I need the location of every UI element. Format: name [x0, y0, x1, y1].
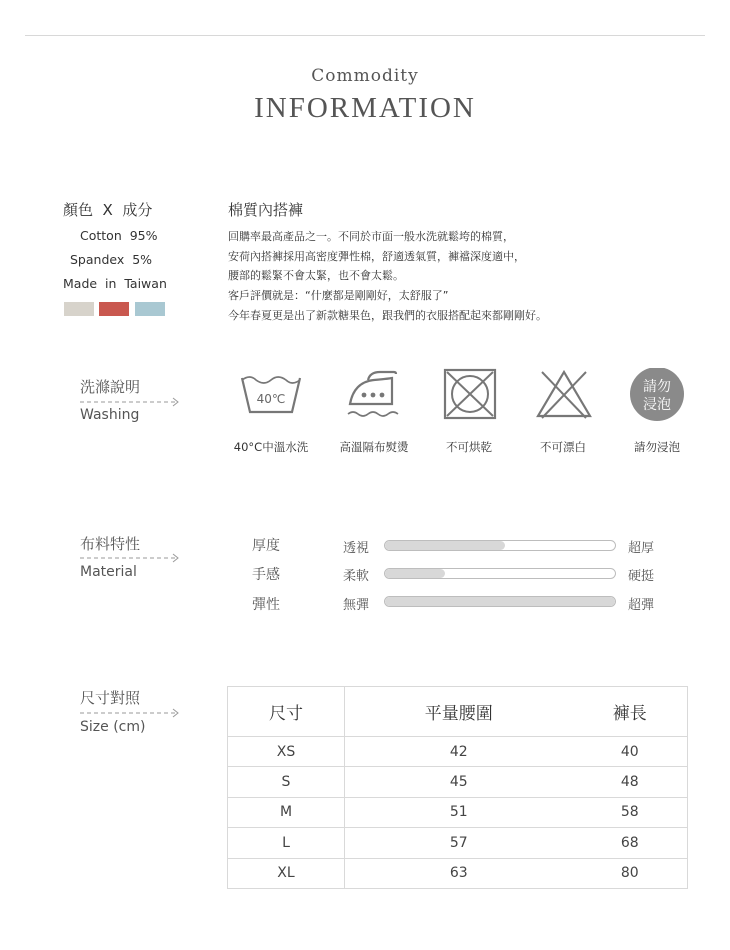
product-name: 棉質內搭褲	[228, 201, 304, 219]
color-swatch-blue	[135, 302, 165, 316]
iron-icon	[344, 368, 402, 420]
material-row-name: 手感	[252, 567, 280, 583]
size-table	[227, 686, 688, 889]
no-tumble-dry-icon	[443, 368, 497, 420]
washing-label-zh: 洗滌說明	[80, 378, 141, 396]
length-cell: 80	[573, 858, 688, 888]
elasticity-bar-fill	[385, 597, 615, 606]
length-cell: 48	[573, 767, 688, 797]
washing-label-en: Washing	[80, 407, 140, 423]
table-row	[228, 767, 688, 797]
column-header-waist: 平量腰圍	[345, 687, 573, 737]
size-cell: XL	[228, 858, 345, 888]
no-soak-icon	[629, 368, 685, 424]
length-cell: 68	[573, 828, 688, 858]
material-row-min: 透視	[343, 541, 370, 556]
table-row	[228, 828, 688, 858]
table-row	[228, 737, 688, 767]
no-soak-line2: 浸泡	[643, 397, 671, 413]
waist-cell: 51	[345, 797, 573, 827]
thickness-bar	[384, 540, 616, 551]
description-line: 回購率最高產品之一。不同於市面一般水洗就鬆垮的棉質，	[228, 230, 514, 243]
composition-origin: Made in Taiwan	[63, 276, 167, 291]
material-row-min: 無彈	[343, 598, 370, 613]
material-row-name: 彈性	[252, 597, 280, 613]
column-header-length: 褲長	[573, 687, 688, 737]
description-line: 客戶評價就是：“什麼都是剛剛好，太舒服了”	[228, 289, 449, 302]
wash-label: 不可烘乾	[446, 440, 492, 454]
wash-40c-icon	[240, 368, 302, 416]
wash-label: 不可漂白	[540, 440, 586, 454]
wash-label: 40°C中溫水洗	[233, 440, 309, 454]
header-subtitle: Commodity	[311, 66, 419, 86]
column-header-size: 尺寸	[228, 687, 345, 737]
size-arrow-icon	[80, 708, 180, 718]
composition-title: 顏色 X 成分	[63, 201, 153, 219]
elasticity-bar	[384, 596, 616, 607]
waist-cell: 63	[345, 858, 573, 888]
top-divider	[25, 35, 705, 36]
length-cell: 40	[573, 737, 688, 767]
material-row-name: 厚度	[252, 538, 280, 554]
no-soak-line1: 請勿	[643, 379, 671, 395]
wash-temp-text: 40℃	[256, 392, 286, 406]
waist-cell: 42	[345, 737, 573, 767]
size-cell: XS	[228, 737, 345, 767]
size-label-zh: 尺寸對照	[80, 689, 141, 707]
material-row-max: 超厚	[628, 541, 655, 556]
composition-spandex: Spandex 5%	[70, 252, 153, 267]
size-cell: S	[228, 767, 345, 797]
size-table-header	[228, 687, 688, 737]
hand-feel-bar	[384, 568, 616, 579]
washing-arrow-icon	[80, 397, 180, 407]
material-label-en: Material	[80, 564, 137, 580]
waist-cell: 45	[345, 767, 573, 797]
wash-label: 請勿浸泡	[634, 440, 680, 454]
table-row	[228, 858, 688, 888]
color-swatch-red	[99, 302, 129, 316]
header-title: INFORMATION	[254, 92, 476, 124]
thickness-bar-fill	[385, 541, 505, 550]
material-arrow-icon	[80, 553, 180, 563]
size-cell: M	[228, 797, 345, 827]
material-label-zh: 布料特性	[80, 535, 141, 553]
description-line: 安荷內搭褲採用高密度彈性棉，舒適透氣質，褲襠深度適中，	[228, 250, 525, 263]
wash-label: 高溫隔布熨燙	[339, 440, 409, 454]
no-bleach-icon	[534, 368, 594, 420]
description-line: 今年春夏更是出了新款糖果色，跟我們的衣服搭配起來都剛剛好。	[228, 309, 547, 322]
length-cell: 58	[573, 797, 688, 827]
size-cell: L	[228, 828, 345, 858]
hand-feel-bar-fill	[385, 569, 445, 578]
description-line: 腰部的鬆緊不會太緊，也不會太鬆。	[228, 269, 404, 282]
color-swatch-beige	[64, 302, 94, 316]
composition-cotton: Cotton 95%	[80, 228, 158, 243]
material-row-max: 硬挺	[628, 569, 655, 584]
table-row	[228, 797, 688, 827]
material-row-max: 超彈	[628, 598, 655, 613]
size-label-en: Size (cm)	[80, 719, 146, 735]
waist-cell: 57	[345, 828, 573, 858]
material-row-min: 柔軟	[343, 569, 370, 584]
